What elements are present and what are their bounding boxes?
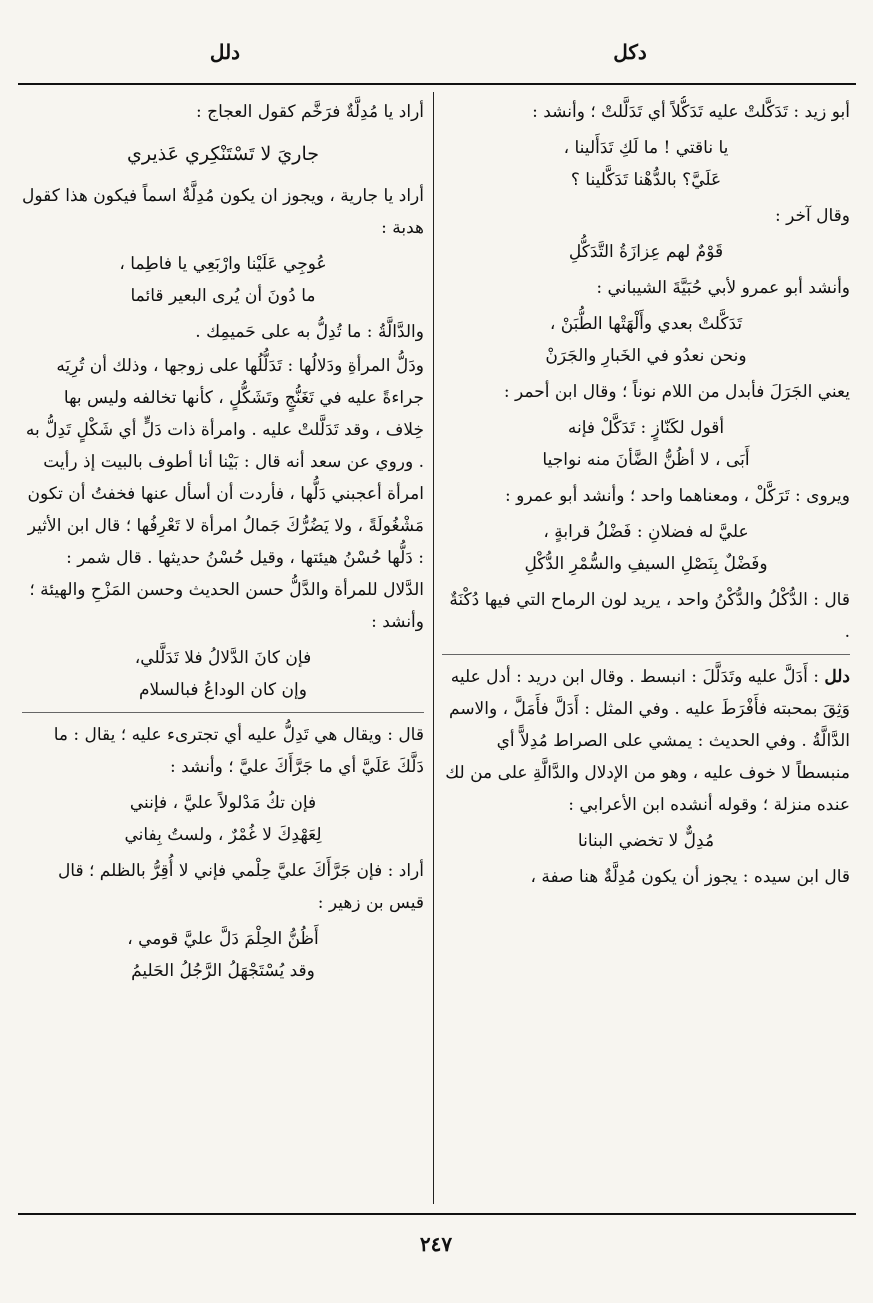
verse-line: تَدَكَّلتْ بعدي وأَلْهَتْها الطُّبَنْ ، [549,314,743,334]
verse-block [22,787,424,851]
verse-line: ونحن نعدُو في الخَبارِ والجَرَنْ [545,346,747,366]
page-number: ٢٤٧ [419,1232,453,1256]
paragraph: ودَلُّ المرأةِ ودَلالُها : تَدَلُّلُها على زوجها ، وذلك أن تُرِيَه جراءةً عليه في تَغَنُّجٍ وتَشَكُّلٍ ، كأنها تخالفه وليس بها خِلاف ، وقد تَدَلَّلتْ عليه . وامرأة ذات دَلٍّ أي شَكْلٍ تَدِلُّ به . وروي عن سعد أنه قال : بَيْنا أنا أطوف بالبيت إذ رأيت امرأة أعجبني دَلُّها ، فأردت أن أسأل عنها فخفتُ أن تكون مَشْغُولَةً ، ولا يَضُرُّكَ جَمالُ امرأة لا تَعْرِفُها ؛ قال ابن الأثير : دَلُّها حُسْنُ هيئتها ، وقيل حُسْنُ حديثها . قال شمر : الدَّلال للمرأة والدَّلُّ حسن الحديث وحسن المَزْحِ والهيئة ؛ وأنشد : [25,356,424,632]
left-column [22,96,424,1206]
verse-line: أَظُنُّ الحِلْمَ دَلَّ عليَّ قومي ، [127,929,319,949]
verse-line: مُدِلٌّ لا تخضي البنانا [577,831,715,851]
header-entry-left: دلل [209,40,241,64]
paragraph: قال ابن سيده : يجوز أن يكون مُدِلَّةٌ هنا صفة ، [530,867,850,887]
paragraph: وأنشد أبو عمرو لأبي حُبَيَّةَ الشيباني : [596,278,850,298]
verse-line: أَبَى ، لا أظُنُّ الضَّأنَ منه نواجيا [542,450,750,470]
verse-line: فإن تكُ مَدْلولاً عليَّ ، فإنني [129,793,317,813]
paragraph: أراد : فإن جَرَّأَكَ عليَّ حِلْمي فإني لا أُقِرُّ بالظلم ؛ قال قيس بن زهير : [57,861,424,913]
verse-line: جاريَ لا تَسْتَنْكِري عَذيري [126,143,320,165]
paragraph: والدَّالَّةُ : ما تُدِلُّ به على حَميمِك . [195,322,424,342]
entry-separator [22,712,424,713]
right-column [442,96,850,1206]
entry-text: : أَدَلَّ عليه وتَدَلَّلَ : انبسط . وقال ابن دريد : أدل عليه وَثِقَ بمحبته فأَفْرَطَ عليه . وفي المثل : أَدَلَّ فأَمَلَّ ، والاسم الدَّالَّةُ . وفي الحديث : يمشي على الصراط مُدِلاًّ أي منبسطاً لا خوف عليه ، وهو من الإدلال والدَّالَّةِ على من لك عنده منزلة ؛ وقوله أنشده ابن الأعرابي : [445,667,850,815]
paragraph: قال : ويقال هي تَدِلُّ عليه أي تجترىء عليه ؛ يقال : ما دَلَّكَ عَلَيَّ أي ما جَرَّأَكَ عليَّ ؛ وأنشد : [53,725,424,777]
entry-headword: دلل [824,667,850,687]
column-divider [433,92,434,1204]
verse-line: عَلَيَّ؟ بالدُّهْنا تَدَكَّلينا ؟ [570,170,722,190]
verse-line: وإن كان الوداعُ فبالسلام [139,680,307,700]
entry-separator [442,654,850,655]
verse-block [442,516,850,580]
paragraph: أراد يا مُدِلَّةٌ فرَخَّم كقول العجاج : [196,102,424,122]
verse-block [442,825,850,857]
verse-block [22,642,424,706]
header-entry-right: دكل [613,40,647,64]
paragraph: ويروى : تَرَكَّلْ ، ومعناهما واحد ؛ وأنشد أبو عمرو : [504,486,850,506]
verse-line: ما دُونَ أن يُرى البعير قائما [130,286,316,306]
verse-block [22,138,424,170]
verse-line: أقول لكَنّازٍ : تَدَكَّلْ فإنه [567,418,725,438]
bottom-rule [18,1213,856,1215]
verse-block [442,412,850,476]
verse-block [442,308,850,372]
paragraph: أراد يا جارية ، ويجوز ان يكون مُدِلَّةٌ اسماً فيكون هذا كقول هدبة : [22,186,424,238]
verse-line: وقد يُسْتَجْهَلُ الرَّجُلُ الحَليمُ [131,961,315,981]
verse-line: وفَضْلٌ بِنَصْلِ السيفِ والسُّمْرِ الدُّكْلِ [524,554,768,574]
verse-line: عُوجِي عَلَيْنا وارْبَعِي يا فاطِما ، [119,254,327,274]
dictionary-entry [442,661,850,821]
verse-line: عليَّ له فضلانِ : فَضْلُ قرابةٍ ، [543,522,749,542]
verse-line: فإن كانَ الدَّلالُ فلا تَدَلَّلي، [134,648,312,668]
verse-block [442,132,850,196]
verse-line: قَوْمٌ لهم عِزازَةُ التَّدَكُّلِ [568,242,724,262]
top-rule [18,83,856,85]
paragraph: يعني الجَرَلَ فأبدل من اللام نوناً ؛ وقال ابن أحمر : [503,382,850,402]
verse-block [22,248,424,312]
paragraph: أبو زيد : تَدَكَّلتْ عليه تَدَكُّلاً أي تَدَلَّلتْ ؛ وأنشد : [532,102,850,122]
verse-block [22,923,424,987]
paragraph: قال : الدُّكْلُ والدُّكْنُ واحد ، يريد لون الرماح التي فيها دُكْنَةٌ . [449,590,850,642]
verse-line: لِعَهْدِكَ لا غُمْرٌ ، ولستُ بِفاني [124,825,322,845]
verse-block [442,236,850,268]
verse-line: يا ناقتي ! ما لَكِ تَدَأَلينا ، [563,138,729,158]
paragraph: وقال آخر : [774,206,850,226]
